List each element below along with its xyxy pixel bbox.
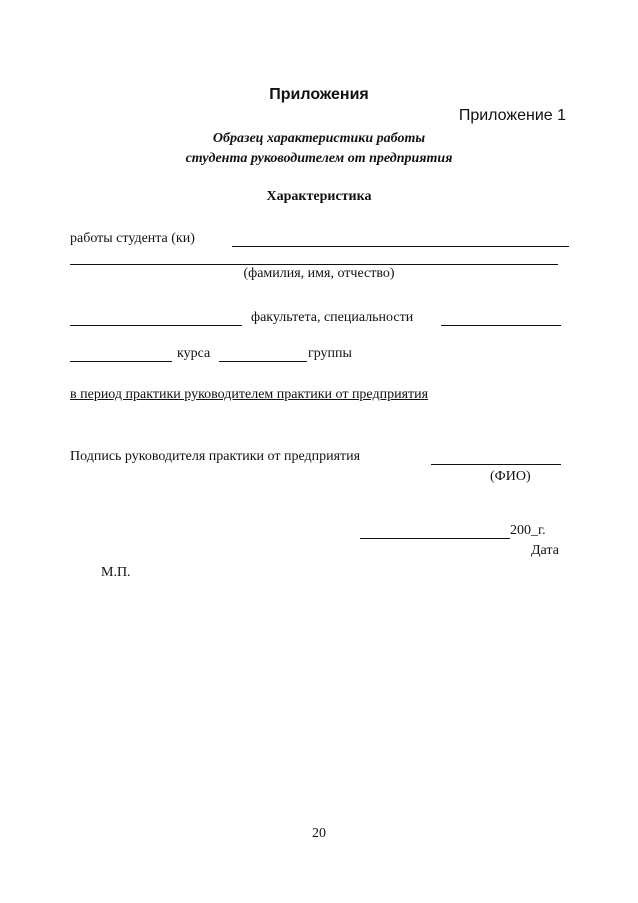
document-title: Характеристика [266, 189, 372, 204]
group-label: группы [308, 346, 352, 361]
date-label: Дата [531, 543, 559, 558]
course-blank [70, 361, 172, 362]
signature-label: Подпись руководителя практики от предприятия [70, 449, 361, 464]
year-text: 200_г. [510, 523, 546, 538]
faculty-specialty-label: факультета, специальности [251, 310, 414, 325]
course-label: курса [177, 346, 211, 361]
practice-period-line: в период практики руководителем практики от предприятия [70, 387, 429, 402]
name-blank [232, 246, 569, 247]
name-blank-continued [70, 264, 558, 265]
date-blank [360, 538, 510, 539]
subtitle-line-2: студента руководителем от предприятия [185, 151, 453, 166]
group-blank [219, 361, 307, 362]
stamp-label: М.П. [101, 565, 131, 580]
faculty-blank [70, 325, 242, 326]
fio-hint: (фамилия, имя, отчество) [243, 266, 395, 281]
subtitle-line-1: Образец характеристики работы [212, 131, 426, 146]
fio-short-hint: (ФИО) [490, 469, 531, 484]
signature-blank [431, 464, 561, 465]
work-student-label: работы студента (ки) [70, 231, 195, 246]
heading: Приложения [269, 86, 369, 103]
page-number: 20 [312, 826, 326, 841]
appendix-label: Приложение 1 [458, 107, 566, 124]
specialty-blank [441, 325, 561, 326]
